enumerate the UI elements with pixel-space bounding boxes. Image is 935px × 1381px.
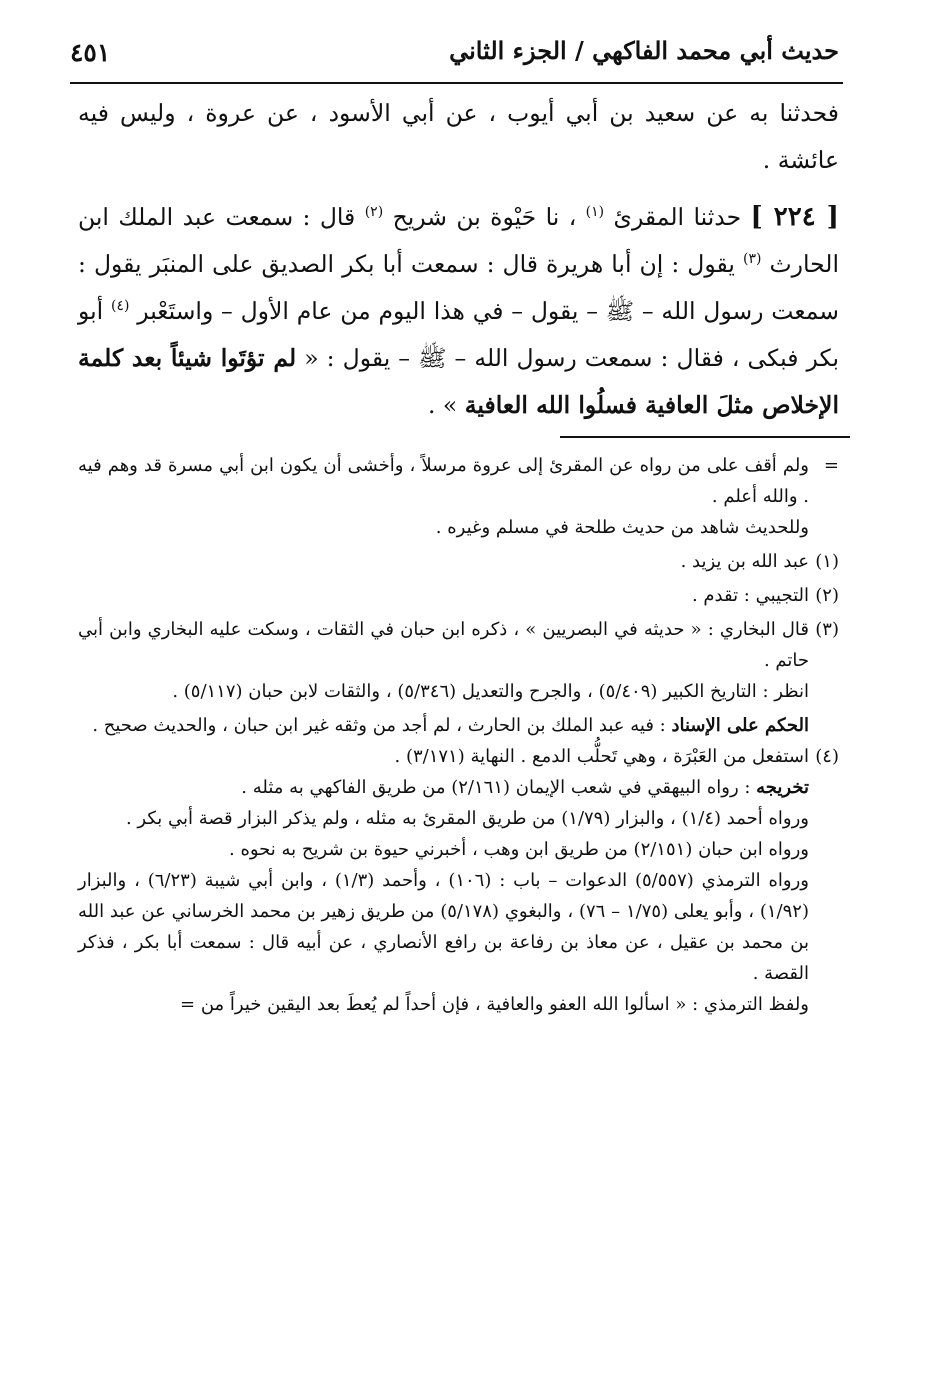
ruling-label: الحكم على الإسناد <box>671 715 809 736</box>
footnote-2 <box>78 580 839 611</box>
footnote-continuation-text: ولم أقف على من رواه عن المقرئ إلى عروة مرسلاً ، وأخشى أن يكون ابن أبي مسرة قد وهم فيه . والله أعلم . <box>78 455 809 507</box>
footnote-3-number: (٣) <box>815 619 839 640</box>
footnote-separator <box>560 436 850 438</box>
running-header-title: حديث أبي محمد الفاكهي / الجزء الثاني <box>449 36 839 65</box>
takhrij-label: تخريجه <box>756 777 809 798</box>
footnote-marker-1[interactable]: (١) <box>585 204 605 221</box>
hadith-text-3: قال : سمعت عبد الملك ابن الحارث <box>78 203 839 278</box>
continuation-marker: = <box>823 455 839 476</box>
footnote-4 <box>78 741 839 772</box>
footnote-marker-2[interactable]: (٢) <box>364 204 384 221</box>
hadith-paragraph <box>78 194 839 429</box>
footnote-3-text: قال البخاري : « حديثه في البصريين » ، ذكره ابن حبان في الثقات ، وسكت عليه البخاري وابن أبي حاتم . <box>78 619 809 671</box>
hadith-text-5: أبو بكر فبكى ، فقال : سمعت رسول الله – ﷺ – يقول : « <box>78 297 839 372</box>
takhrij-3: ورواه ابن حبان (٢/١٥١) من طريق ابن وهب ، أخبرني حيوة بن شريح به نحوه . <box>229 839 809 860</box>
ruling-text: : فيه عبد الملك بن الحارث ، لم أجد من وثقه غير ابن حبان ، والحديث صحيح . <box>92 715 672 736</box>
footnote-2-text: التجيبي : تقدم . <box>691 585 809 606</box>
main-text <box>78 90 839 429</box>
footnote-4-number: (٤) <box>815 746 839 767</box>
footnote-1-number: (١) <box>815 551 839 572</box>
hadith-text-6: » . <box>427 391 465 419</box>
footnote-1-text: عبد الله بن يزيد . <box>680 551 809 572</box>
footnote-3-ruling <box>78 710 839 741</box>
footnote-continuation <box>78 450 839 512</box>
footnotes <box>78 450 839 1020</box>
takhrij-2: ورواه أحمد (١/٤) ، والبزار (١/٧٩) من طريق المقرئ به مثله ، ولم يذكر البزار قصة أبي بكر . <box>125 808 809 829</box>
paragraph-continuation: فحدثنا به عن سعيد بن أبي أيوب ، عن أبي الأسود ، عن عروة ، وليس فيه عائشة . <box>78 99 839 174</box>
hadith-number: [ ٢٢٤ ] <box>750 202 839 232</box>
footnote-marker-4[interactable]: (٤) <box>110 298 130 315</box>
footnote-4-text: استفعل من العَبْرَة ، وهي تَحلُّب الدمع . النهاية (٣/١٧١) . <box>394 746 809 767</box>
hadith-text-2: ، نا حَيْوة بن شريح <box>392 203 586 231</box>
footnote-3-refs: انظر : التاريخ الكبير (٥/٤٠٩) ، والجرح والتعديل (٥/٣٤٦) ، والثقات لابن حبان (٥/١١٧) . <box>172 681 809 702</box>
page-number: ٤٥١ <box>70 38 111 67</box>
footnote-1 <box>78 546 839 577</box>
footnote-3 <box>78 614 839 676</box>
footnote-marker-3[interactable]: (٣) <box>742 251 762 268</box>
takhrij-1 <box>78 772 839 803</box>
hadith-text-4: يقول : إن أبا هريرة قال : سمعت أبا بكر الصديق على المنبَر يقول : سمعت رسول الله – ﷺ – يقول – في هذا اليوم من عام الأول – واستَعْبر <box>78 250 839 325</box>
footnote-2-number: (٢) <box>815 585 839 606</box>
header-rule <box>70 82 843 84</box>
takhrij-1-text: : رواه البيهقي في شعب الإيمان (٢/١٦١) من طريق الفاكهي به مثله . <box>241 777 757 798</box>
hadith-quote-bold: لم تؤتَوا شيئاً بعد كلمة الإخلاص مثلَ العافية فسلُوا الله العافية <box>78 344 839 419</box>
footnote-continuation-2: وللحديث شاهد من حديث طلحة في مسلم وغيره . <box>435 517 809 538</box>
hadith-text-1: حدثنا المقرئ <box>613 203 751 231</box>
takhrij-5: ولفظ الترمذي : « اسألوا الله العفو والعافية ، فإن أحداً لم يُعطَ بعد اليقين خيراً من = <box>180 994 809 1015</box>
takhrij-4: ورواه الترمذي (٥/٥٥٧) الدعوات – باب : (١٠٦) ، وأحمد (١/٣) ، وابن أبي شيبة (٦/٢٣) ، والبزار (١/٩٢) ، وأبو يعلى (١/٧٥ – ٧٦) ، والبغوي (٥/١٧٨) من طريق زهير بن محمد الخرساني عن عبد الله بن محمد بن عقيل ، عن معاذ بن رفاعة بن رافع الأنصاري ، عن أبيه قال : سمعت أبا بكر ، فذكر القصة . <box>78 870 809 984</box>
